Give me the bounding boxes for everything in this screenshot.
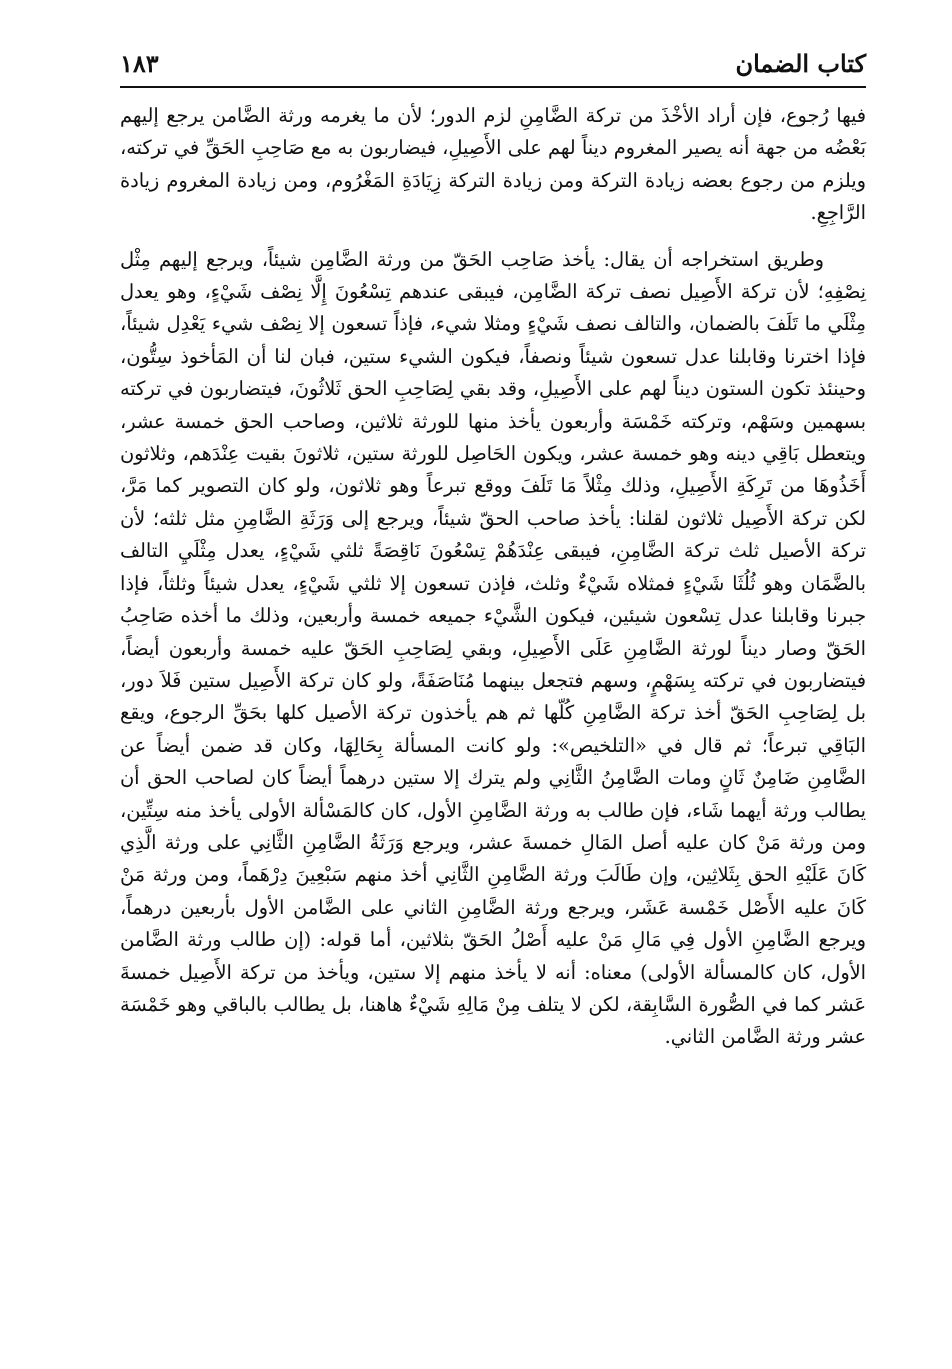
running-header xyxy=(120,28,866,84)
header-divider xyxy=(120,86,866,88)
paragraph-2: وطريق استخراجه أن يقال: يأخذ صَاحِب الحَقّ من ورثة الضَّامِن شيئاً، ويرجع إليهم مِثْل نِصْفِهِ؛ لأن تركة الأَصِيل نصف تركة الضَّامِن، فيبقى عندهم تِسْعُونَ إِلَّا نِصْف شَيْءٍ، وهو يعدل مِثْلَي ما تَلَفَ بالضمان، والتالف نصف شَيْءٍ ومثلا شيء، فإذاً تسعون إلا نِصْف شيء يَعْدِل شيئاً، فإذا اخترنا وقابلنا عدل تسعون شيئاً ونصفاً، فيكون الشيء ستين، فبان لنا أن المَأخوذ سِتُّون، وحينئذ تكون الستون ديناً لهم على الأَصِيلِ، وقد بقي لِصَاحِبِ الحق ثَلاثُونَ، فيتضاربون في تركته بسهمين وسَهْم، وتركته خَمْسَة وأربعون يأخذ منها للورثة ثلاثين، وصاحب الحق خمسة عشر، ويتعطل بَاقِي دينه وهو خمسة عشر، ويكون الحَاصِل للورثة ستين، ثلاثونَ بقيت عِنْدَهم، وثلاثون أَخَذُوهَا من تَرِكَةِ الأَصِيلِ، وذلك مِثْلاً مَا تَلَفَ ووقع تبرعاً وهو ثلاثون، ولو كان التصوير كما مَرَّ، لكن تركة الأَصِيل ثلاثون لقلنا: يأخذ صاحب الحقّ شيئاً، ويرجع إلى وَرَثَةِ الضَّامِنِ مثل ثلثه؛ لأن تركة الأصيل ثلث تركة الضَّامِنِ، فيبقى عِنْدَهُمْ تِسْعُونَ نَاقِصَةً ثلثي شَيْءٍ، يعدل مِثْلَيِ التالف بالضَّمَان وهو ثُلُثَا شَيْءٍ فمثلاه شَيْءٌ وثلث، فإذن تسعون إلا ثلثي شَيْءٍ، يعدل شيئاً وثلثاً، فإذا جبرنا وقابلنا عدل تِسْعون شيئين، فيكون الشَّيْء جميعه خمسة وأربعين، وذلك ما أخذه صَاحِبُ الحَقّ وصار ديناً لورثة الضَّامِنِ عَلَى الأَصِيلِ، وبقي لِصَاحِبِ الحَقّ عليه خمسة وأربعون أيضاً، فيتضاربون في تركته بِسَهْمٍ، وسهم فتجعل بينهما مُنَاصَفَةً، ولو كان تركة الأَصِيل ستين فَلاَ دور، بل لِصَاحِبِ الحَقّ أخذ تركة الضَّامِنِ كُلّها ثم هم يأخذون تركة الأصيل كلها بحَقِّ الرجوع، ويقع البَاقِي تبرعاً؛ ثم قال في «التلخيص»: ولو كانت المسألة بِحَالِهَا، وكان قد ضمن أيضاً عن الضَّامِنِ ضَامِنٌ ثَانٍ ومات الضَّامِنُ الثَّانِي ولم يترك إلا ستين درهماً أيضاً كان لصاحب الحق أن يطالب ورثة أيهما شَاء، فإن طالب به ورثة الضَّامِنِ الأول، كان كالمَسْألة الأولى يأخذ منه سِتِّين، ومن ورثة مَنْ كان عليه أصل المَالِ خمسةَ عشر، ويرجع وَرَثَةُ الضَّامِنِ الثَّانِي على ورثة الَّذِي كَانَ عَلَيْهِ الحق بِثَلاثِين، وإن طَالَبَ ورثة الضَّامِنِ الثَّانِي أخذ منهم سَبْعِينَ دِرْهَماً، ومن ورثة مَنْ كَانَ عليه الأَصْل خَمْسة عَشَر، ويرجع ورثة الضَّامِنِ الثاني على الضَّامن الأول بأربعين درهماً، ويرجع الضَّامِنِ الأول فِي مَالِ مَنْ عليه أَصْلُ الحَقّ بثلاثين، أما قوله: (إن طالب ورثة الضَّامن الأول، كان كالمسألة الأولى) معناه: أنه لا يأخذ منهم إلا ستين، ويأخذ من تركة الأَصِيل خمسةَ عَشر كما في الصُّورة السَّابِقة، لكن لا يتلف مِنْ مَالِهِ شَيْءٌ هاهنا، بل يطالب بالباقي وهو خَمْسَة عشر ورثة الضَّامن الثاني. xyxy=(120,247,866,1049)
body-text xyxy=(120,100,866,1054)
chapter-title: كتاب الضمان xyxy=(735,49,866,78)
paragraph-1: فيها رُجوع، فإن أراد الأخْذَ من تركة الضَّامِنِ لزم الدور؛ لأن ما يغرمه ورثة الضَّامن يرجع إليهم بَعْضُه من جهة أنه يصير المغروم ديناً لهم على الأَصِيلِ، فيضاربون به مع صَاحِبِ الحَقِّ في تركته، ويلزم من رجوع بعضه زيادة التركة ومن زيادة التركة زِيَادَةِ المَغْرُوم، ومن زيادة المغروم زيادة الرَّاجِعِ. xyxy=(120,104,866,225)
page-number: ١٨٣ xyxy=(120,49,159,78)
